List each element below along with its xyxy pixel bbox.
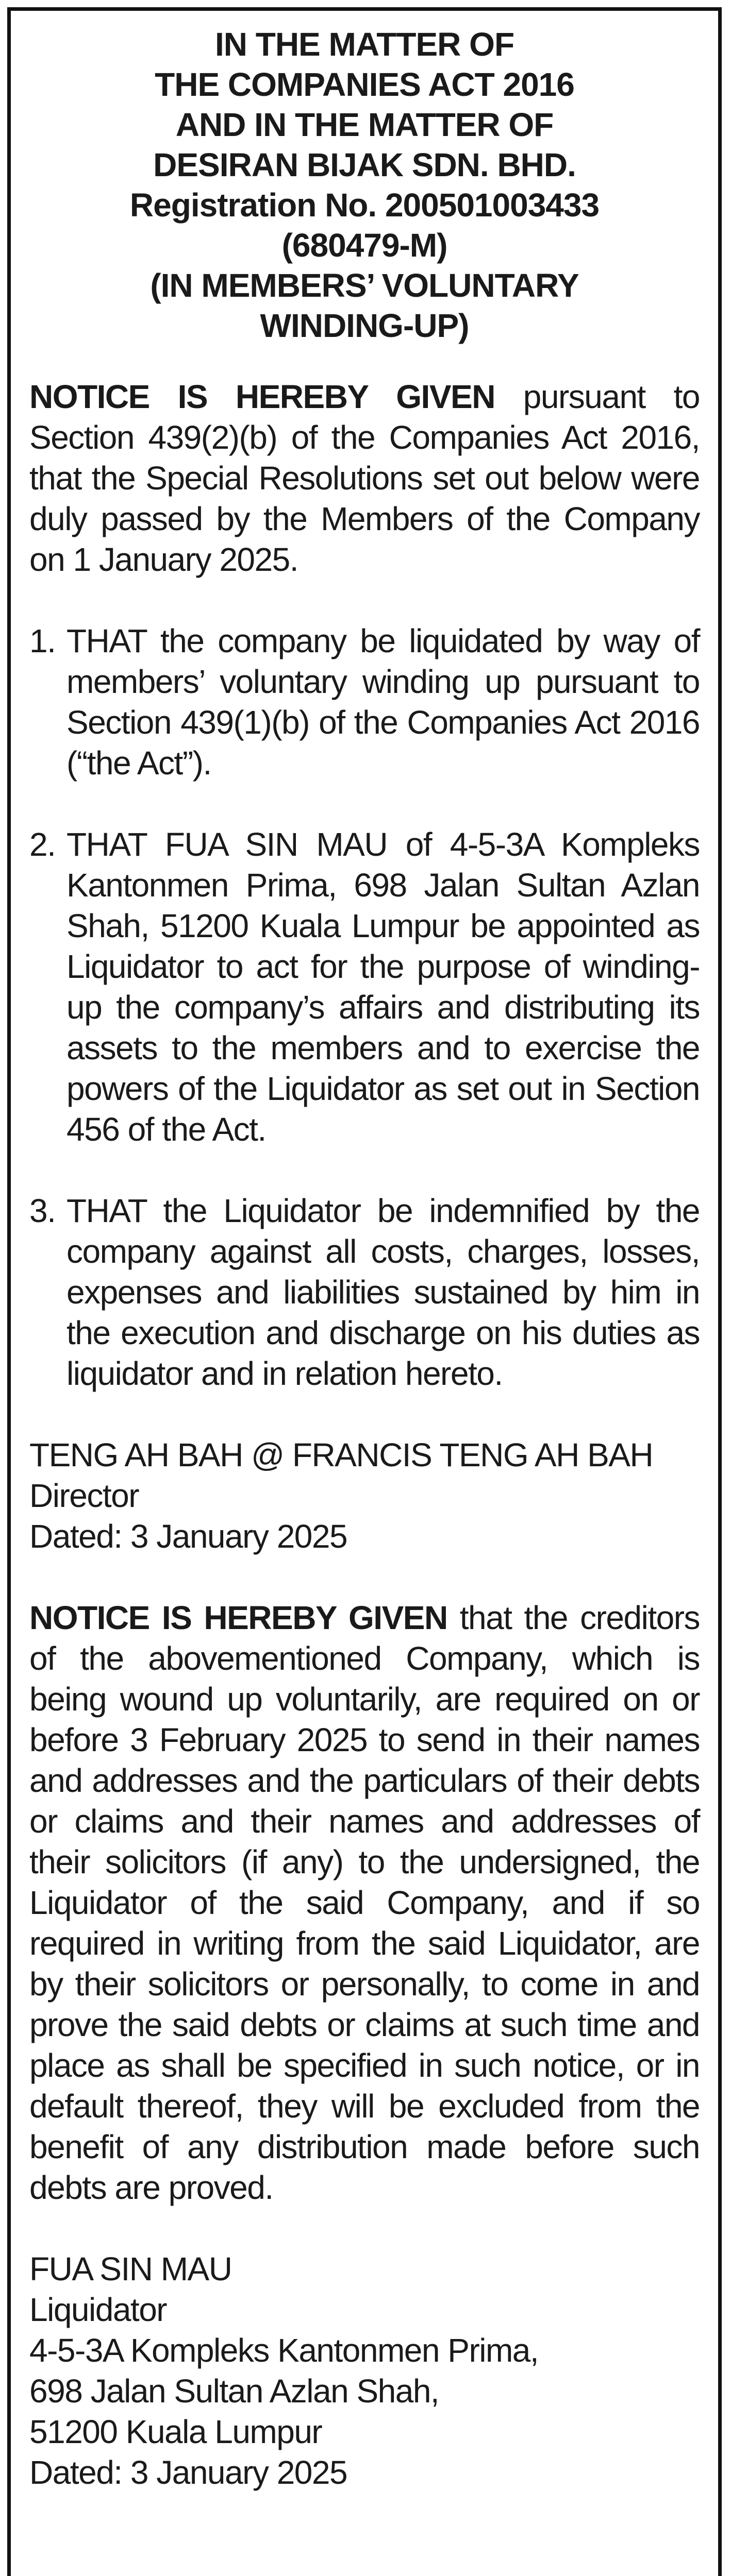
heading-line: AND IN THE MATTER OF [175, 106, 554, 143]
heading-line: (680479-M) [281, 227, 447, 264]
resolution-item [29, 1191, 700, 1394]
resolution-number: 1. [29, 622, 56, 659]
director-name: TENG AH BAH @ FRANCIS TENG AH BAH [29, 1436, 653, 1473]
resolution-number: 2. [29, 826, 56, 863]
director-date: Dated: 3 January 2025 [29, 1518, 347, 1555]
heading-line: Registration No. 200501003433 [129, 187, 600, 224]
heading-line: IN THE MATTER OF [214, 26, 514, 63]
heading-line: DESIRAN BIJAK SDN. BHD. [153, 146, 576, 183]
heading-line: (IN MEMBERS’ VOLUNTARY [150, 267, 579, 304]
resolution-item [29, 824, 700, 1150]
liquidator-name: FUA SIN MAU [29, 2250, 232, 2287]
resolution-text: THAT FUA SIN MAU of 4-5-3A Kompleks Kantonmen Prima, 698 Jalan Sultan Azlan Shah, 51200 Kuala Lumpur be appointed as Liquidator to act for the purpose of winding-up the company’s affairs and distributing its assets to the members and to exercise the powers of the Liquidator as set out in Section 456 of the Act. [67, 826, 700, 1148]
resolution-item [29, 621, 700, 784]
notice-body: that the creditors of the abovementioned Company, which is being wound up voluntarily, are required on or before 3 February 2025 to send in their names and addresses and the particulars of their debts or claims and their names and addresses of their solicitors (if any) to the undersigned, the Liquidator of the said Company, and if so required in writing from the said Liquidator, are by their solicitors or personally, to come in and prove the said debts or claims at such time and place as shall be specified in such notice, or in default thereof, they will be excluded from the benefit of any distribution made before such debts are proved. [29, 1599, 700, 2206]
liquidator-address-line: 4-5-3A Kompleks Kantonmen Prima, [29, 2332, 539, 2369]
heading-line: WINDING-UP) [260, 307, 469, 344]
creditors-notice-paragraph [29, 1598, 700, 2208]
director-title: Director [29, 1477, 139, 1514]
resolution-text: THAT the company be liquidated by way of members’ voluntary winding up pursuant to Section 439(1)(b) of the Companies Act 2016 (“the Act”). [67, 622, 700, 782]
director-signature [29, 1435, 700, 1557]
heading-line: THE COMPANIES ACT 2016 [155, 66, 574, 103]
notice-body: pursuant to Section 439(2)(b) of the Companies Act 2016, that the Special Resolutions set out below were duly passed by the Members of the Company on 1 January 2025. [29, 378, 700, 578]
liquidator-signature [29, 2249, 700, 2493]
resolution-number: 3. [29, 1192, 56, 1229]
notice-heading [29, 24, 700, 346]
resolution-text: THAT the Liquidator be indemnified by the company against all costs, charges, losses, expenses and liabilities sustained by him in the execution and discharge on his duties as liquidator and in relation hereto. [67, 1192, 700, 1392]
liquidator-address-line: 51200 Kuala Lumpur [29, 2413, 322, 2450]
notice-content [29, 24, 700, 2493]
resolution-notice-paragraph [29, 377, 700, 580]
notice-frame [7, 7, 722, 2576]
liquidator-date: Dated: 3 January 2025 [29, 2454, 347, 2491]
notice-lead: NOTICE IS HEREBY GIVEN [29, 378, 495, 415]
liquidator-address-line: 698 Jalan Sultan Azlan Shah, [29, 2372, 439, 2410]
notice-lead: NOTICE IS HEREBY GIVEN [29, 1599, 447, 1636]
liquidator-title: Liquidator [29, 2291, 167, 2328]
